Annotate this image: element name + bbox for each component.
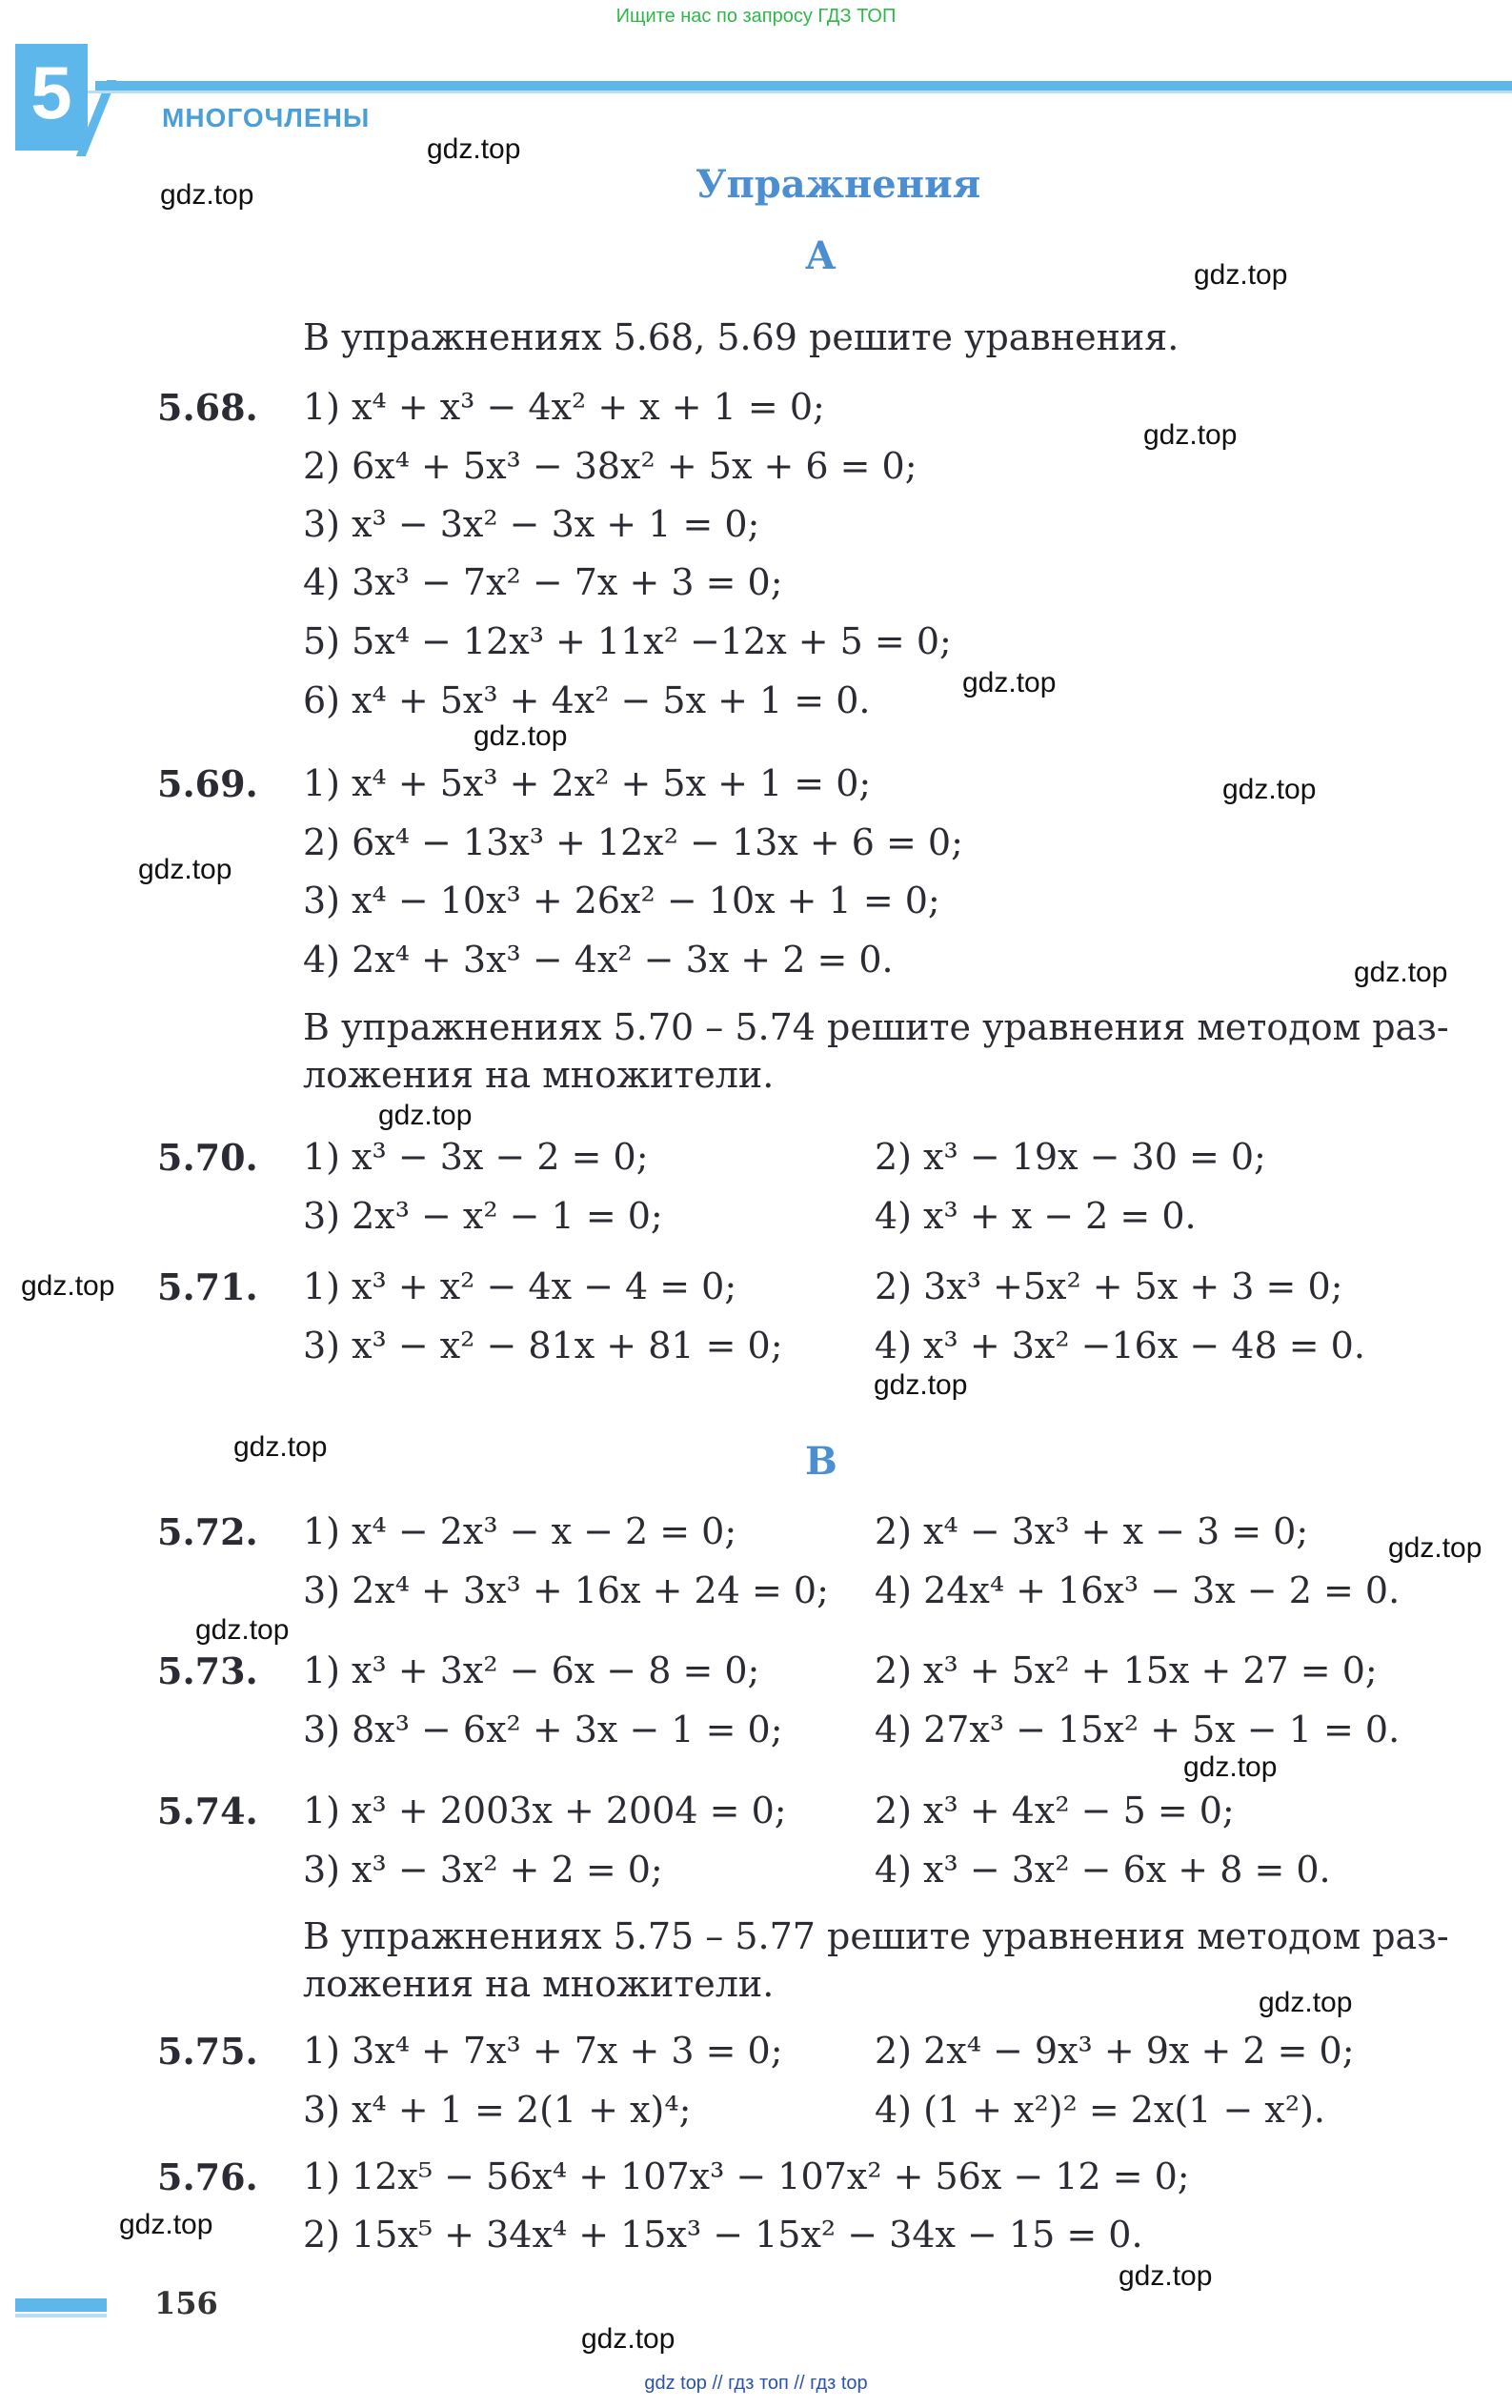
equation: 1) x³ + x² − 4x − 4 = 0; [303, 1265, 737, 1307]
equation: 3) x³ − 3x² − 3x + 1 = 0; [303, 503, 760, 545]
equation: 4) 27x³ − 15x² + 5x − 1 = 0. [875, 1709, 1401, 1750]
equation: 4) (1 + x²)² = 2x(1 − x²). [875, 2089, 1325, 2131]
watermark: gdz.top [1354, 957, 1448, 988]
instruction-1: В упражнениях 5.68, 5.69 решите уравнения. [303, 316, 1179, 358]
equation: 2) x⁴ − 3x³ + x − 3 = 0; [875, 1510, 1309, 1552]
problem-number: 5.70. [157, 1136, 258, 1179]
equation: 1) x⁴ + 5x³ + 2x² + 5x + 1 = 0; [303, 762, 872, 804]
equation: 4) x³ + x − 2 = 0. [875, 1195, 1197, 1237]
page-bar-thin [15, 2314, 107, 2317]
equation: 2) 15x⁵ + 34x⁴ + 15x³ − 15x² − 34x − 15 = 0. [303, 2214, 1143, 2256]
level-b-heading: В [805, 1439, 837, 1484]
equation: 2) x³ + 4x² − 5 = 0; [875, 1790, 1235, 1831]
watermark: gdz.top [195, 1614, 290, 1646]
equation: 3) 8x³ − 6x² + 3x − 1 = 0; [303, 1709, 783, 1750]
watermark: gdz.top [1259, 1987, 1353, 2018]
equation: 3) x⁴ + 1 = 2(1 + x)⁴; [303, 2089, 692, 2131]
equation: 4) x³ + 3x² −16x − 48 = 0. [875, 1325, 1365, 1366]
equation: 1) 3x⁴ + 7x³ + 7x + 3 = 0; [303, 2030, 783, 2072]
equation: 2) 2x⁴ − 9x³ + 9x + 2 = 0; [875, 2030, 1355, 2072]
equation: 3) x³ − 3x² + 2 = 0; [303, 1849, 663, 1891]
equation: 1) x⁴ − 2x³ − x − 2 = 0; [303, 1510, 737, 1552]
watermark: gdz.top [1119, 2260, 1213, 2292]
watermark: gdz.top [474, 720, 568, 752]
watermark: gdz.top [874, 1369, 968, 1401]
instruction-2: В упражнениях 5.70 – 5.74 решите уравнения методом раз- [303, 1006, 1449, 1048]
chapter-number: 5 [30, 51, 72, 134]
equation: 1) x⁴ + x³ − 4x² + x + 1 = 0; [303, 386, 825, 428]
level-a-heading: А [805, 233, 837, 278]
watermark: gdz.top [581, 2323, 675, 2355]
chapter-title: МНОГОЧЛЕНЫ [162, 103, 371, 132]
equation: 1) x³ − 3x − 2 = 0; [303, 1136, 649, 1178]
equation: 4) 2x⁴ + 3x³ − 4x² − 3x + 2 = 0. [303, 939, 894, 981]
watermark: gdz.top [119, 2209, 213, 2240]
problem-number: 5.69. [157, 762, 258, 805]
problem-number: 5.75. [157, 2030, 258, 2073]
instruction-3: В упражнениях 5.75 – 5.77 решите уравнения методом раз- [303, 1915, 1449, 1957]
watermark: gdz.top [1183, 1751, 1278, 1783]
equation: 6) x⁴ + 5x³ + 4x² − 5x + 1 = 0. [303, 679, 871, 721]
equation: 4) 24x⁴ + 16x³ − 3x − 2 = 0. [875, 1569, 1401, 1611]
problem-number: 5.72. [157, 1510, 258, 1553]
instruction-2-cont: ложения на множители. [303, 1054, 775, 1096]
watermark: gdz.top [1143, 419, 1238, 451]
watermark: gdz.top [1194, 259, 1288, 291]
watermark: gdz.top [233, 1431, 328, 1463]
problem-number: 5.68. [157, 386, 258, 429]
equation: 2) 6x⁴ − 13x³ + 12x² − 13x + 6 = 0; [303, 821, 963, 863]
page-bar [15, 2298, 107, 2312]
equation: 1) x³ + 3x² − 6x − 8 = 0; [303, 1649, 760, 1691]
equation: 2) x³ + 5x² + 15x + 27 = 0; [875, 1649, 1378, 1691]
equation: 3) 2x⁴ + 3x³ + 16x + 24 = 0; [303, 1569, 829, 1611]
instruction-3-cont: ложения на множители. [303, 1963, 775, 2005]
bottom-banner: gdz top // гдз топ // гдз top [644, 2373, 868, 2394]
page-number: 156 [154, 2285, 218, 2321]
equation: 2) 6x⁴ + 5x³ − 38x² + 5x + 6 = 0; [303, 445, 917, 487]
watermark: gdz.top [160, 179, 254, 211]
equation: 1) 12x⁵ − 56x⁴ + 107x³ − 107x² + 56x − 12 = 0; [303, 2155, 1190, 2197]
equation: 2) 3x³ +5x² + 5x + 3 = 0; [875, 1265, 1343, 1307]
equation: 5) 5x⁴ − 12x³ + 11x² −12x + 5 = 0; [303, 620, 952, 662]
problem-number: 5.73. [157, 1649, 258, 1692]
equation: 3) 2x³ − x² − 1 = 0; [303, 1195, 663, 1237]
watermark: gdz.top [138, 854, 232, 885]
equation: 2) x³ − 19x − 30 = 0; [875, 1136, 1266, 1178]
equation: 1) x³ + 2003x + 2004 = 0; [303, 1790, 787, 1831]
equation: 3) x³ − x² − 81x + 81 = 0; [303, 1325, 783, 1366]
watermark: gdz.top [1222, 774, 1317, 805]
problem-number: 5.71. [157, 1265, 258, 1308]
watermark: gdz.top [427, 133, 521, 165]
watermark: gdz.top [1388, 1532, 1482, 1564]
problem-number: 5.76. [157, 2155, 258, 2198]
header-rule [95, 81, 1512, 91]
watermark: gdz.top [962, 667, 1057, 698]
top-banner: Ищите нас по запросу ГДЗ ТОП [615, 6, 897, 27]
equation: 3) x⁴ − 10x³ + 26x² − 10x + 1 = 0; [303, 880, 940, 921]
watermark: gdz.top [378, 1100, 473, 1131]
header-rule-thin [88, 91, 1512, 93]
equation: 4) 3x³ − 7x² − 7x + 3 = 0; [303, 561, 783, 603]
equation: 4) x³ − 3x² − 6x + 8 = 0. [875, 1849, 1331, 1891]
problem-number: 5.74. [157, 1790, 258, 1832]
watermark: gdz.top [21, 1270, 115, 1302]
section-title: Упражнения [696, 162, 981, 207]
